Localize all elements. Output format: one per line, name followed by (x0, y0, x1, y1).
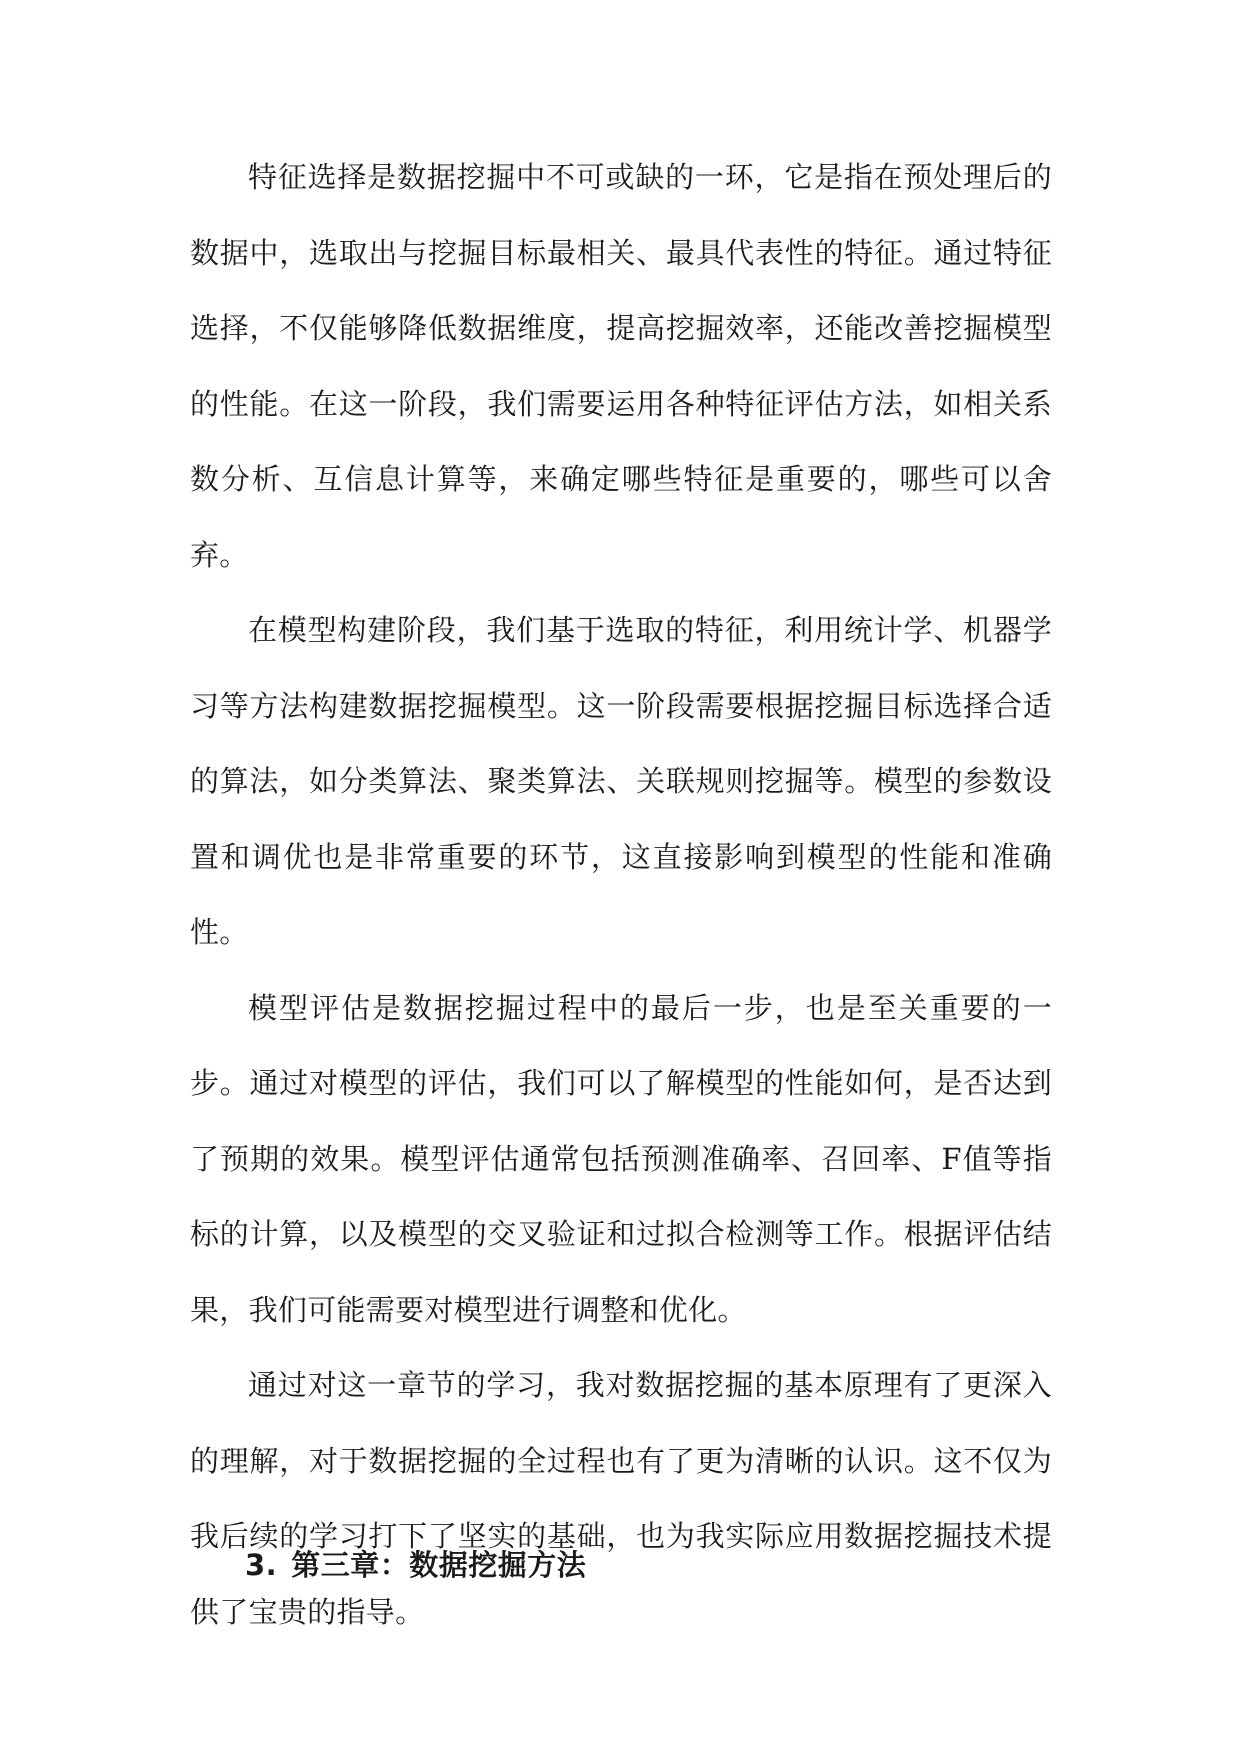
chapter-number: 3. (245, 1548, 278, 1582)
paragraph-model-evaluation: 模型评估是数据挖掘过程中的最后一步，也是至关重要的一步。通过对模型的评估，我们可以了解模型的性能如何，是否达到了预期的效果。模型评估通常包括预测准确率、召回率、F值等指标的计算，以及模型的交叉验证和过拟合检测等工作。根据评估结果，我们可能需要对模型进行调整和优化。 (190, 990, 1052, 1327)
paragraph-chapter-summary: 通过对这一章节的学习，我对数据挖掘的基本原理有了更深入的理解，对于数据挖掘的全过程也有了更为清晰的认识。这不仅为我后续的学习打下了坚实的基础，也为我实际应用数据挖掘技术提供了宝贵的指导。 (190, 1368, 1052, 1629)
paragraph-feature-selection: 特征选择是数据挖掘中不可或缺的一环，它是指在预处理后的数据中，选取出与挖掘目标最相关、最具代表性的特征。通过特征选择，不仅能够降低数据维度，提高挖掘效率，还能改善挖掘模型的性能。在这一阶段，我们需要运用各种特征评估方法，如相关系数分析、互信息计算等，来确定哪些特征是重要的，哪些可以舍弃。 (190, 160, 1052, 572)
document-body (190, 140, 1052, 1650)
chapter-title: 第三章：数据挖掘方法 (291, 1548, 587, 1582)
chapter-heading (245, 1545, 586, 1585)
paragraph-model-building: 在模型构建阶段，我们基于选取的特征，利用统计学、机器学习等方法构建数据挖掘模型。这一阶段需要根据挖掘目标选择合适的算法，如分类算法、聚类算法、关联规则挖掘等。模型的参数设置和调优也是非常重要的环节，这直接影响到模型的性能和准确性。 (190, 613, 1052, 949)
